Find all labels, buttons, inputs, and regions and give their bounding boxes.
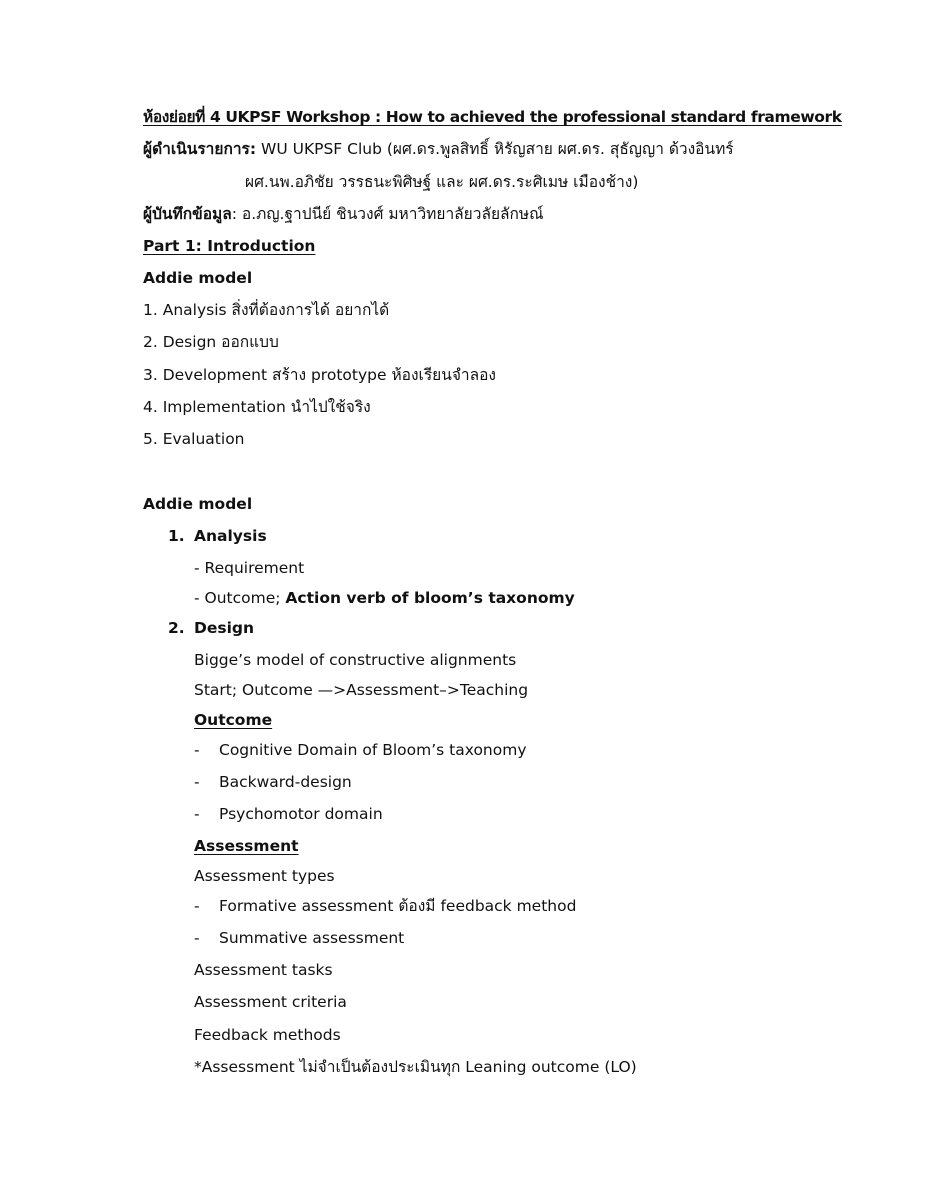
outcome-item: Cognitive Domain of Bloom’s taxonomy — [219, 741, 527, 759]
design-line-2: Start; Outcome —>Assessment–>Teaching — [194, 681, 529, 699]
analysis-number: 1. — [168, 527, 185, 545]
assessment-item: Formative assessment ต้องมี feedback method — [219, 897, 577, 915]
assessment-item: Summative assessment — [219, 929, 405, 947]
recorder-label: ผู้บันทึกข้อมูล — [143, 205, 232, 223]
design-line-1: Bigge’s model of constructive alignments — [194, 651, 517, 669]
list-item: 1. Analysis สิ่งที่ต้องการได้ อยากได้ — [143, 301, 390, 319]
host-line-1 — [143, 139, 734, 159]
dash-bullet: - — [194, 773, 200, 791]
analysis-requirement: - Requirement — [194, 559, 305, 577]
assessment-tasks: Assessment tasks — [194, 961, 333, 979]
design-number: 2. — [168, 619, 185, 637]
dash-bullet: - — [194, 805, 200, 823]
analysis-outcome — [194, 588, 575, 608]
assessment-criteria: Assessment criteria — [194, 993, 347, 1011]
dash-bullet: - — [194, 929, 200, 947]
analysis-outcome-bold: Action verb of bloom’s taxonomy — [285, 589, 575, 607]
design-title: Design — [194, 619, 255, 637]
list-item: 3. Development สร้าง prototype ห้องเรียนจำลอง — [143, 366, 496, 384]
analysis-title: Analysis — [194, 527, 267, 545]
host-line-2: ผศ.นพ.อภิชัย วรรธนะพิศิษฐ์ และ ผศ.ดร.ระศิเมษ เมืองช้าง) — [245, 173, 639, 191]
recorder-line — [143, 204, 544, 224]
list-item: 5. Evaluation — [143, 430, 245, 448]
list-item: 4. Implementation นำไปใช้จริง — [143, 398, 371, 416]
list-item: 2. Design ออกแบบ — [143, 333, 279, 351]
addie-detail-heading: Addie model — [143, 495, 253, 513]
assessment-note: *Assessment ไม่จำเป็นต้องประเมินทุก Leaning outcome (LO) — [194, 1058, 637, 1076]
host-value-1: WU UKPSF Club (ผศ.ดร.พูลสิทธิ์ หิรัญสาย ผศ.ดร. สุธัญญา ด้วงอินทร์ — [256, 140, 734, 158]
outcome-item: Psychomotor domain — [219, 805, 383, 823]
feedback-methods: Feedback methods — [194, 1026, 341, 1044]
assessment-types: Assessment types — [194, 867, 335, 885]
dash-bullet: - — [194, 741, 200, 759]
room-title: ห้องย่อยที่ 4 UKPSF Workshop : How to achieved the professional standard framework — [143, 108, 842, 126]
part1-heading: Part 1: Introduction — [143, 237, 316, 255]
assessment-heading: Assessment — [194, 837, 299, 855]
analysis-outcome-prefix: - Outcome; — [194, 589, 286, 607]
host-label: ผู้ดำเนินรายการ: — [143, 140, 257, 158]
recorder-value: : อ.ภญ.ฐาปนีย์ ชินวงศ์ มหาวิทยาลัยวลัยลักษณ์ — [231, 205, 544, 223]
outcome-heading: Outcome — [194, 711, 273, 729]
outcome-item: Backward-design — [219, 773, 352, 791]
dash-bullet: - — [194, 897, 200, 915]
part1-subheading: Addie model — [143, 269, 253, 287]
